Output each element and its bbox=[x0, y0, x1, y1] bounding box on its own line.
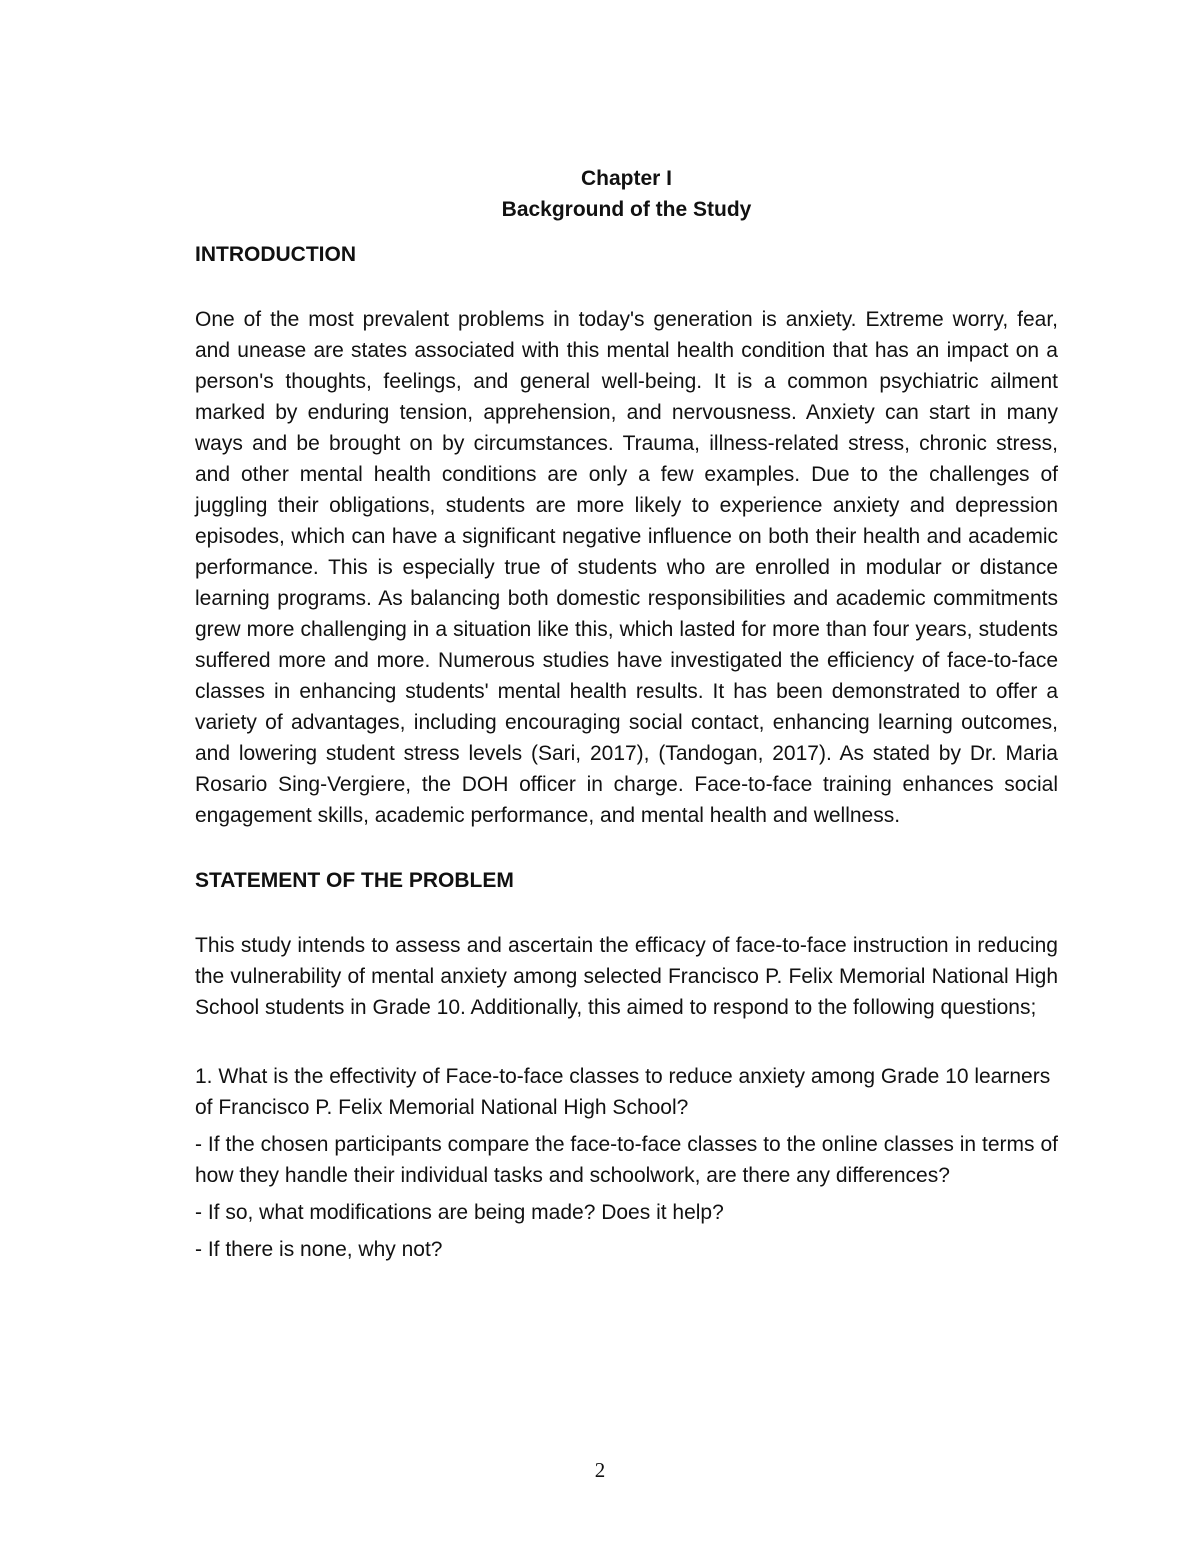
sub-question-differences: - If the chosen participants compare the face-to-face classes to the online classes in terms of how they handle their individual tasks and schoolwork, are there any differences? bbox=[195, 1133, 1058, 1187]
chapter-label: Chapter I bbox=[580, 167, 672, 190]
statement-of-problem-paragraph: This study intends to assess and ascertain the efficacy of face-to-face instruction in reducing the vulnerability of mental anxiety among selected Francisco P. Felix Memorial National High School students in Grade 10. Additionally, this aimed to respond to the following questions; bbox=[195, 934, 1058, 1019]
sub-question-none: - If there is none, why not? bbox=[195, 1238, 443, 1261]
chapter-title: Background of the Study bbox=[501, 198, 752, 221]
statement-of-problem-heading: STATEMENT OF THE PROBLEM bbox=[195, 869, 514, 892]
introduction-paragraph: One of the most prevalent problems in today's generation is anxiety. Extreme worry, fear, and unease are states associated with this mental health condition that has an impact on a person's thoughts, feelings, and general well-being. It is a common psychiatric ailment marked by enduring tension, apprehension, and nervousness. Anxiety can start in many ways and be brought on by circumstances. Trauma, illness-related stress, chronic stress, and other mental health conditions are only a few examples. Due to the challenges of juggling their obligations, students are more likely to experience anxiety and depression episodes, which can have a significant negative influence on both their health and academic performance. This is especially true of students who are enrolled in modular or distance learning programs. As balancing both domestic responsibilities and academic commitments grew more challenging in a situation like this, which lasted for more than four years, students suffered more and more. Numerous studies have investigated the efficiency of face-to-face classes in enhancing students' mental health results. It has been demonstrated to offer a variety of advantages, including encouraging social contact, enhancing learning outcomes, and lowering student stress levels (Sari, 2017), (Tandogan, 2017). As stated by Dr. Maria Rosario Sing-Vergiere, the DOH officer in charge. Face-to-face training enhances social engagement skills, academic performance, and mental health and wellness. bbox=[195, 308, 1058, 827]
sub-question-modifications: - If so, what modifications are being made? Does it help? bbox=[195, 1201, 724, 1224]
introduction-heading: INTRODUCTION bbox=[195, 243, 356, 266]
page-content bbox=[195, 163, 1058, 1265]
research-question-1: 1. What is the effectivity of Face-to-face classes to reduce anxiety among Grade 10 learners of Francisco P. Felix Memorial National High School? bbox=[195, 1065, 1051, 1119]
page-number: 2 bbox=[594, 1458, 606, 1482]
